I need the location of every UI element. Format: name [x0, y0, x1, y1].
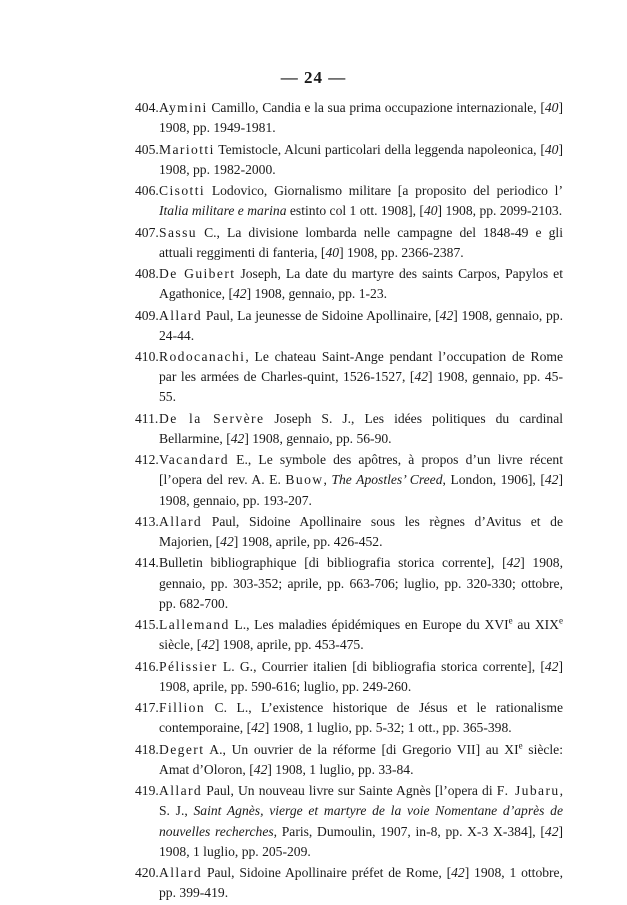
- entry-text: Paul, La jeunesse de Sidoine Apollinaire, [: [202, 307, 440, 323]
- entry-number: 414.: [135, 555, 159, 571]
- entry-number: 408.: [135, 266, 159, 281]
- entry-italic-text: 42: [253, 761, 268, 777]
- entry-italic-text: Saint Agnès, vierge et martyre de la voie Nomentane d’après de nouvelles recherches: [159, 803, 563, 839]
- entry-author: Degert: [159, 741, 205, 757]
- bibliography-entry: [135, 223, 563, 263]
- entry-superscript: e: [508, 615, 513, 626]
- entry-author: Allard: [159, 513, 203, 529]
- entry-number: 404.: [135, 100, 159, 115]
- entry-text: , London, 1906], [: [442, 472, 545, 488]
- entry-text: ,: [323, 472, 332, 488]
- entry-superscript: e: [559, 615, 563, 626]
- entry-text: siècle: Amat d’Oloron, [: [159, 741, 563, 777]
- entry-author: Lallemand: [159, 617, 230, 633]
- entry-text: L. G., Courrier italien [di bibliografia storica corrente], [: [217, 658, 545, 674]
- entry-author: Pélissier: [159, 658, 218, 674]
- entry-number: 416.: [135, 658, 159, 674]
- entry-italic-text: 42: [414, 369, 429, 385]
- bibliography-entry: [135, 553, 563, 614]
- entry-text: E., Le symbole des apôtres, à propos d’un livre récent [l’opera del rev. A. E.: [159, 452, 563, 488]
- entry-text: au XIX: [512, 617, 559, 633]
- entry-text: Joseph S. J., Les idées politiques du cardinal Bellarmine, [: [159, 410, 563, 446]
- entry-text: Temistocle, Alcuni particolari della leggenda napoleonica, [: [214, 141, 545, 157]
- entry-text: Bulletin bibliographique [di bibliografia storica corrente], [: [159, 555, 507, 571]
- entry-number: 411.: [135, 410, 159, 426]
- entry-number: 407.: [135, 224, 159, 240]
- entry-number: 410.: [135, 349, 159, 364]
- bibliography-entry: [135, 409, 563, 449]
- entry-author: Sassu: [159, 224, 197, 240]
- entry-text: ] 1908, aprile, pp. 590-616; luglio, pp. 249-260.: [159, 658, 563, 694]
- bibliography-entry: [135, 863, 563, 903]
- entry-author: Allard: [159, 865, 203, 881]
- entry-author: Cisotti: [159, 183, 206, 198]
- entry-text: ] 1908, gennaio, pp. 45-55.: [159, 369, 563, 405]
- entry-text: ] 1908, 1 ottobre, pp. 399-419.: [159, 865, 563, 901]
- entry-text: ] 1908, gennaio, pp. 1-23.: [246, 286, 388, 302]
- entry-italic-text: 42: [230, 430, 245, 446]
- page-number: — 24 —: [280, 68, 347, 87]
- bibliography-entry: [135, 450, 563, 511]
- entry-number: 409.: [135, 307, 159, 323]
- bibliography-entry: [135, 781, 563, 862]
- entry-text: ] 1908, 1 luglio, pp. 5-32; 1 ott., pp. 365-398.: [264, 720, 512, 736]
- entry-text: Paul, Sidoine Apollinaire sous les règnes d’Avitus et de Majorien, [: [159, 513, 563, 550]
- entry-italic-text: 40: [325, 244, 340, 260]
- bibliography-entry: [135, 181, 563, 221]
- entry-text: Joseph, La date du martyre des saints Carpos, Papylos et Agathonice, [: [159, 266, 563, 302]
- entry-italic-text: 42: [439, 307, 454, 323]
- entry-number: 419.: [135, 783, 159, 799]
- entry-text: Camillo, Candia e la sua prima occupazione internazionale, [: [207, 100, 545, 115]
- bibliography-entry: [135, 140, 563, 180]
- bibliography-entry: [135, 306, 563, 346]
- entry-text: siècle, [: [159, 637, 202, 653]
- entry-text: Lodovico, Giornalismo militare [a proposito del periodico l’: [205, 183, 563, 198]
- entry-text: Paul, Un nouveau livre sur Sainte Agnès [l’opera di: [202, 783, 497, 799]
- entry-italic-text: The Apostles’ Creed: [331, 472, 443, 488]
- entry-author: Allard: [159, 307, 203, 323]
- entry-text: estinto col 1 ott. 1908], [: [286, 203, 424, 219]
- entry-text: ] 1908, gennaio, pp. 303-352; aprile, pp. 663-706; luglio, pp. 320-330; ottobre, pp. 682-700.: [159, 555, 564, 611]
- entry-italic-text: 40: [423, 203, 438, 219]
- entry-italic-text: 40: [544, 141, 559, 157]
- entry-text: , S. J.,: [159, 783, 563, 819]
- entry-author: De Guibert: [159, 266, 236, 281]
- entry-italic-text: Italia militare e marina: [159, 203, 287, 219]
- entry-text: ] 1908, pp. 1982-2000.: [159, 141, 563, 177]
- entry-text: , Le chateau Saint-Ange pendant l’occupation de Rome par les armées de Charles-quint, 1526-1527, [: [159, 349, 563, 385]
- entry-text: Paul, Sidoine Apollinaire préfet de Rome, [: [202, 865, 452, 881]
- entry-author: Mariotti: [159, 141, 215, 157]
- entry-italic-text: 42: [544, 472, 559, 488]
- bibliography-entry: [135, 98, 563, 138]
- entry-number: 413.: [135, 513, 159, 529]
- entry-text: ] 1908, pp. 2099-2103.: [437, 203, 563, 219]
- entry-italic-text: 42: [506, 555, 521, 571]
- entry-italic-text: 40: [544, 100, 559, 115]
- entry-text: ] 1908, gennaio, pp. 56-90.: [244, 430, 392, 446]
- entry-text: ] 1908, pp. 2366-2387.: [339, 244, 464, 260]
- entry-italic-text: 42: [220, 534, 234, 550]
- entry-author: Rodocanachi: [159, 349, 246, 364]
- entry-text: ] 1908, gennaio, pp. 24-44.: [159, 307, 563, 343]
- bibliography-entry: [135, 347, 563, 408]
- entry-text: ] 1908, 1 luglio, pp. 33-84.: [267, 761, 414, 777]
- entry-text: A., Un ouvrier de la réforme [di Gregorio VII] au XI: [204, 741, 519, 757]
- entry-text: L., Les maladies épidémiques en Europe du XVI: [229, 617, 509, 633]
- entry-number: 420.: [135, 865, 159, 881]
- bibliography-entry: [135, 657, 563, 697]
- entry-number: 418.: [135, 741, 159, 757]
- entry-italic-text: 42: [201, 637, 215, 653]
- entry-italic-text: 42: [232, 286, 247, 302]
- entry-number: 405.: [135, 141, 159, 157]
- bibliography-list: [135, 98, 563, 905]
- bibliography-entry: [135, 512, 563, 552]
- bibliography-entry: [135, 615, 563, 655]
- entry-text: ] 1908, aprile, pp. 453-475.: [214, 637, 364, 653]
- entry-text: F. Jubaru: [496, 783, 560, 799]
- entry-text: C., La divisione lombarda nelle campagne del 1848-49 e gli attuali reggimenti di fanteria, [: [159, 224, 563, 260]
- entry-number: 412.: [135, 452, 159, 468]
- entry-author: Vacandard: [159, 452, 229, 468]
- entry-text: ] 1908, aprile, pp. 426-452.: [233, 534, 383, 550]
- entry-text: ] 1908, pp. 1949-1981.: [159, 100, 563, 136]
- entry-text: ] 1908, gennaio, pp. 193-207.: [159, 472, 563, 508]
- entry-number: 415.: [135, 617, 159, 633]
- entry-italic-text: 42: [544, 658, 559, 674]
- entry-author: Fillion: [159, 700, 206, 716]
- entry-number: 406.: [135, 183, 159, 198]
- entry-text: ] 1908, 1 luglio, pp. 205-209.: [159, 823, 564, 859]
- entry-author: Aymini: [159, 100, 208, 115]
- bibliography-entry: [135, 740, 563, 780]
- entry-author: De la Servère: [159, 410, 265, 426]
- entry-author: Allard: [159, 783, 203, 799]
- bibliography-entry: [135, 264, 563, 304]
- entry-text: , Paris, Dumoulin, 1907, in-8, pp. X-3 X-384], [: [273, 823, 545, 839]
- entry-number: 417.: [135, 700, 159, 716]
- entry-text: Buow: [285, 472, 324, 488]
- entry-italic-text: 42: [544, 823, 559, 839]
- bibliography-entry: [135, 698, 563, 738]
- entry-italic-text: 42: [451, 865, 465, 881]
- entry-italic-text: 42: [251, 720, 265, 736]
- entry-text: C. L., L’existence historique de Jésus et le rationalisme contemporaine, [: [159, 700, 563, 736]
- entry-superscript: e: [518, 740, 523, 751]
